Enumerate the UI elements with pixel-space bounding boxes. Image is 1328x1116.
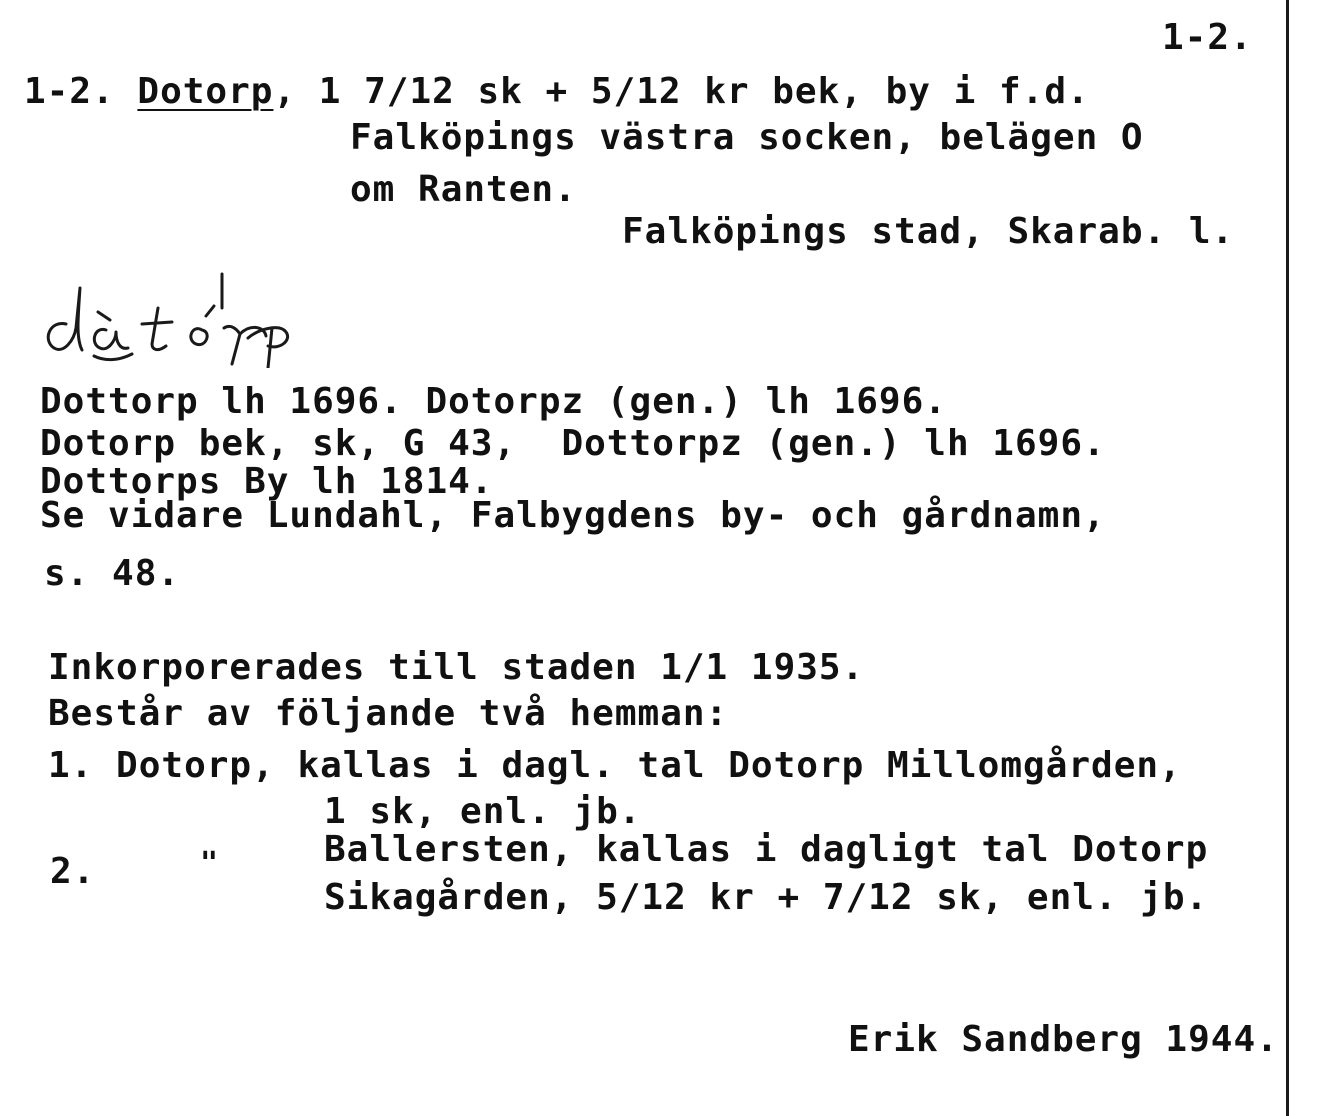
holding-1-line-1 [48,746,1182,786]
history-line: Består av följande två hemman: [48,693,729,734]
form-line: Se vidare Lundahl, Falbygdens by- och gårdnamn, [40,495,1106,536]
holding-text: kallas i dagl. tal Dotorp Millomgården, [297,745,1182,786]
form-line: s. 48. [44,553,181,594]
ditto-mark: " [200,846,220,881]
holding-number: 1. [48,745,94,786]
header-line-4: Falköpings stad, Skarab. l. [622,211,1235,252]
holding-name: Dotorp, [116,745,275,786]
holding-2-line-1: Ballersten, kallas i dagligt tal Dotorp [324,829,1209,870]
place-name: Dotorp [137,71,274,112]
header-line-1 [24,72,1090,112]
form-line: Dotorp bek, sk, G 43, Dottorpz (gen.) lh 1696. [40,423,1106,464]
handwritten-pronunciation [36,268,336,368]
header-line-3: om Ranten. [350,169,577,210]
card-edge-line [1286,0,1289,1116]
history-line: Inkorporerades till staden 1/1 1935. [48,647,865,688]
form-line: Dottorp lh 1696. Dotorpz (gen.) lh 1696. [40,381,947,422]
header-rest: , 1 7/12 sk + 5/12 kr bek, by i f.d. [273,71,1090,112]
form-line: Dottorps By lh 1814. [40,461,494,502]
entry-number: 1-2. [24,71,115,112]
header-line-2: Falköpings västra socken, belägen O [350,117,1144,158]
corner-number: 1-2. [1162,17,1253,58]
holding-2-line-2: Sikagården, 5/12 kr + 7/12 sk, enl. jb. [324,877,1209,918]
signature: Erik Sandberg 1944. [848,1019,1279,1060]
holding-1-line-2: 1 sk, enl. jb. [324,791,642,832]
holding-2-number: 2. [50,851,96,892]
